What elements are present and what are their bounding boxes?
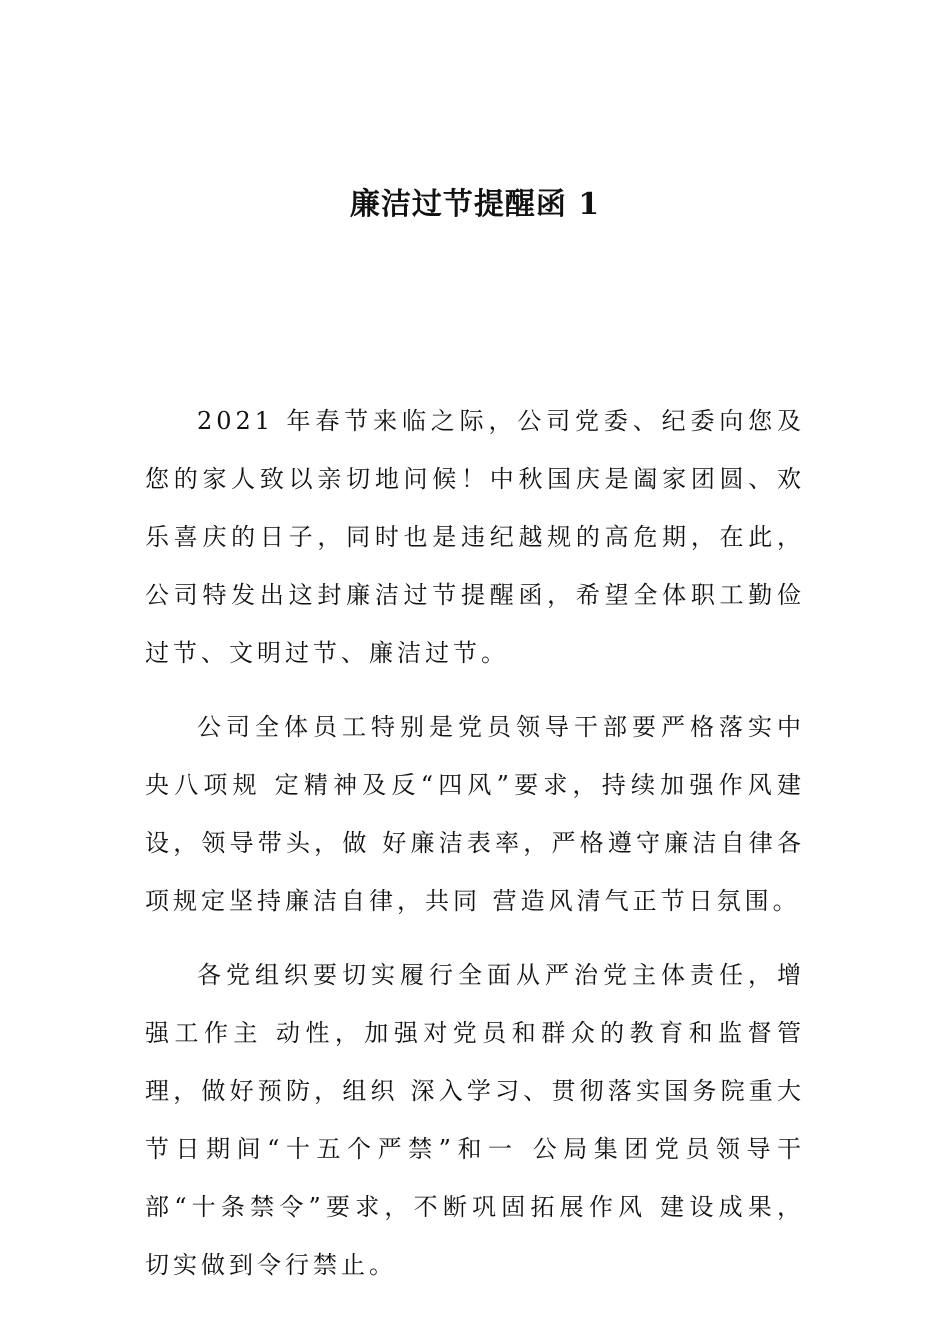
paragraph-2: 公司全体员工特别是党员领导干部要严格落实中央八项规 定精神及反“四风”要求，持续加强作风建设，领导带头，做 好廉洁表率，严格遵守廉洁自律各项规定坚持廉洁自律，共同 营造风清气正节日氛围。 <box>145 713 805 915</box>
document-body <box>145 392 805 1310</box>
paragraph-1: 2021 年春节来临之际，公司党委、纪委向您及您的家人致以亲切地问候！中秋国庆是阖家团圆、欢乐喜庆的日子，同时也是违纪越规的高危期，在此，公司特发出这封廉洁过节提醒函，希望全体职工勤俭过节、文明过节、廉洁过节。 <box>145 407 805 667</box>
paragraph-3: 各党组织要切实履行全面从严治党主体责任，增强工作主 动性，加强对党员和群众的教育和监督管理，做好预防，组织 深入学习、贯彻落实国务院重大节日期间“十五个严禁”和一 公局集团党员领导干部“十条禁令”要求，不断巩固拓展作风 建设成果，切实做到令行禁止。 <box>145 961 805 1279</box>
document-title: 廉洁过节提醒函 1 <box>349 187 601 222</box>
